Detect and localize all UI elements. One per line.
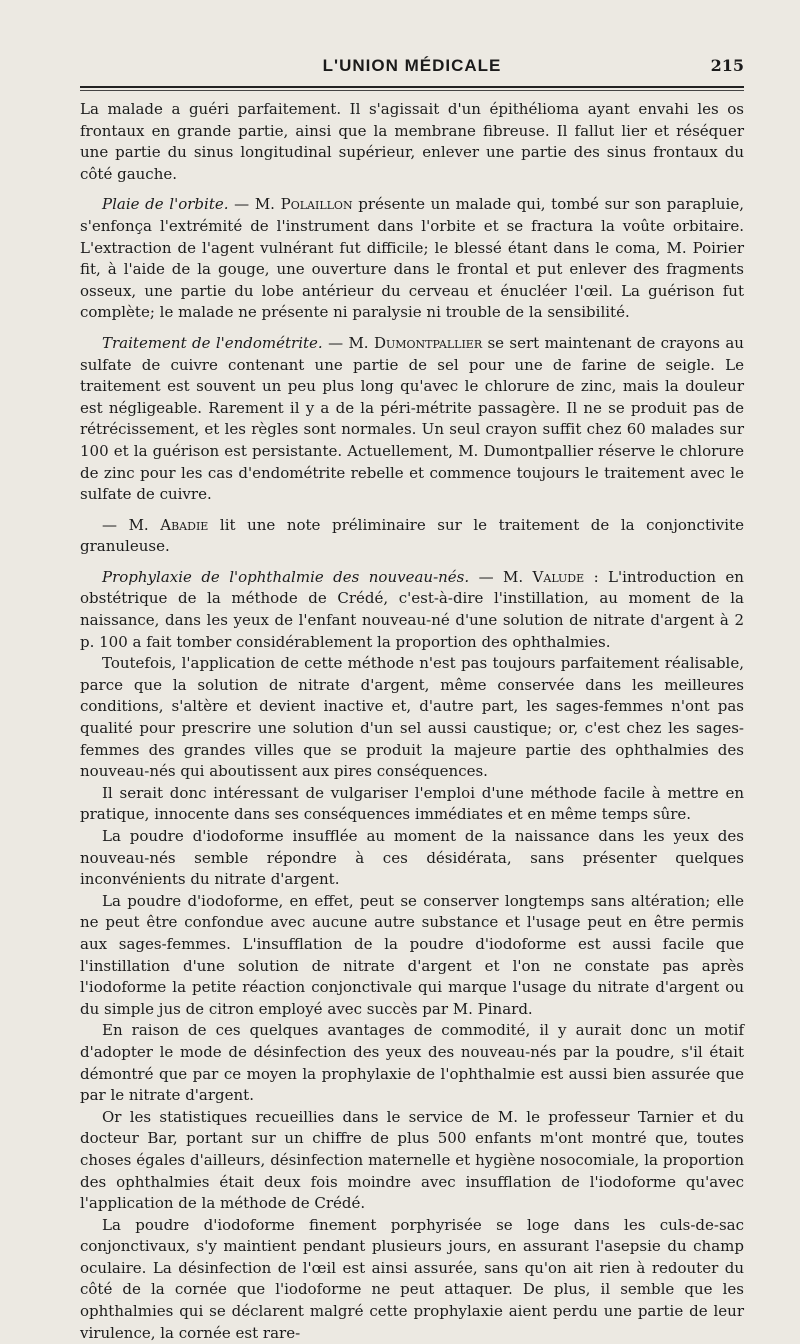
paragraph-12: La poudre d'iodoforme finement porphyrisée se loge dans les culs-de-sac conjonctivaux, s'y maintient pendant plusieurs jours, en assurant l'asepsie du champ oculaire. La désinfection de l'œil est ainsi assurée, sans qu'on ait rien à redouter du côté de la cornée que l'iodoforme ne peut attaquer. De plus, il semble que les ophthalmies qui se déclarent malgré cette prophylaxie aient perdu une partie de leur virulence, la cornée est rare-	[80, 1215, 744, 1342]
paragraph-9: La poudre d'iodoforme, en effet, peut se conserver longtemps sans altération; elle ne peut être confondue avec aucune autre substance et l'usage peut en être permis aux sages-femmes. L'insufflation de la poudre d'iodoforme est aussi facile que l'instillation d'une solution de nitrate d'argent et l'on ne constate pas après l'iodoforme la petite réaction conjonctivale qui marque l'usage du nitrate d'argent ou du simple jus de citron employé avec succès par M. Pinard.	[80, 891, 744, 1018]
section-heading: Prophylaxie de l'ophthalmie des nouveau-nés.	[102, 567, 470, 586]
running-header	[80, 52, 744, 88]
author-name: Polaillon	[280, 195, 353, 214]
paragraph-6: Toutefois, l'application de cette méthode n'est pas toujours parfaitement réalisable, parce que la solution de nitrate d'argent, même conservée dans les meilleures conditions, s'altère et devient inactive et, d'autre part, les sages-femmes n'ont pas qualité pour prescrire une solution d'un sel aussi caustique; or, c'est chez les sages-femmes des grandes villes que se produit la majeure partie des ophthalmies des nouveau-nés qui aboutissent aux pires conséquences.	[80, 654, 744, 781]
paragraph-plaie-orbite: Plaie de l'orbite. — M. Polaillon présente un malade qui, tombé sur son parapluie, s'enfonça l'extrémité de l'instrument dans l'orbite et se fractura la voûte orbitaire. L'extraction de l'agent vulnérant fut difficile; le blessé étant dans le coma, M. Poirier fit, à l'aide de la gouge, une ouverture dans le frontal et put enlever des fragments osseux, une partie du lobe antérieur du cerveau et énucléer l'œil. La guérison fut complète; le malade ne présente ni paralysie ni trouble de la sensibilité.	[80, 195, 744, 322]
page-number: 215	[710, 56, 744, 75]
paragraph-abadie: — M. Abadie lit une note préliminaire sur le traitement de la conjonctivite granuleuse.	[80, 515, 744, 556]
author-name: Dumontpallier	[373, 333, 483, 352]
paragraph-endometrite: Traitement de l'endométrite. — M. Dumontpallier se sert maintenant de crayons au sulfate de cuivre contenant une partie de sel pour une de farine de seigle. Le traitement est souvent un peu plus long qu'avec le chlorure de zinc, mais la douleur est négligeable. Rarement il y a de la péri-métrite passagère. Il ne se produit pas de rétrécissement, et les règles sont normales. Un seul crayon suffit chez 60 malades sur 100 et la guérison est persistante. Actuellement, M. Dumontpallier réserve le chlorure de zinc pour les cas d'endométrite rebelle et commence toujours le traitement avec le sulfate de cuivre.	[80, 333, 744, 504]
section-heading: Plaie de l'orbite.	[102, 195, 229, 214]
author-name: Abadie	[160, 515, 209, 534]
paragraph-1: La malade a guéri parfaitement. Il s'agissait d'un épithélioma ayant envahi les os frontaux en grande partie, ainsi que la membrane fibreuse. Il fallut lier et réséquer une partie du sinus longitudinal supérieur, enlever une partie des sinus frontaux du côté gauche.	[80, 100, 744, 183]
paragraph-7: Il serait donc intéressant de vulgariser l'emploi d'une méthode facile à mettre en pratique, innocente dans ses conséquences immédiates et en même temps sûre.	[80, 783, 744, 824]
author-name: Valude	[532, 567, 585, 586]
paragraph-11: Or les statistiques recueillies dans le service de M. le professeur Tarnier et du docteur Bar, portant sur un chiffre de plus 500 enfants m'ont montré que, toutes choses égales d'ailleurs, désinfection maternelle et hygiène nosocomiale, la proportion des ophthalmies était deux fois moindre avec insufflation de l'iodoforme qu'avec l'application de la méthode de Crédé.	[80, 1107, 744, 1213]
paragraph-8: La poudre d'iodoforme insufflée au moment de la naissance dans les yeux des nouveau-nés semble répondre à ces désidérata, sans présenter quelques inconvénients du nitrate d'argent.	[80, 827, 744, 889]
section-heading: Traitement de l'endométrite.	[102, 333, 323, 352]
paragraph-prophylaxie: Prophylaxie de l'ophthalmie des nouveau-nés. — M. Valude : L'introduction en obstétrique de la méthode de Crédé, c'est-à-dire l'instillation, au moment de la naissance, dans les yeux de l'enfant nouveau-né d'une solution de nitrate d'argent à 2 p. 100 a fait tomber considérablement la proportion des ophthalmies.	[80, 567, 744, 651]
journal-title: L'UNION MÉDICALE	[322, 56, 502, 75]
header-rule	[80, 90, 744, 91]
paragraph-10: En raison de ces quelques avantages de commodité, il y aurait donc un motif d'adopter le mode de désinfection des yeux des nouveau-nés par la poudre, s'il était démontré que par ce moyen la prophylaxie de l'ophthalmie est aussi bien assurée que par le nitrate d'argent.	[80, 1021, 744, 1105]
article-body	[80, 99, 744, 1344]
